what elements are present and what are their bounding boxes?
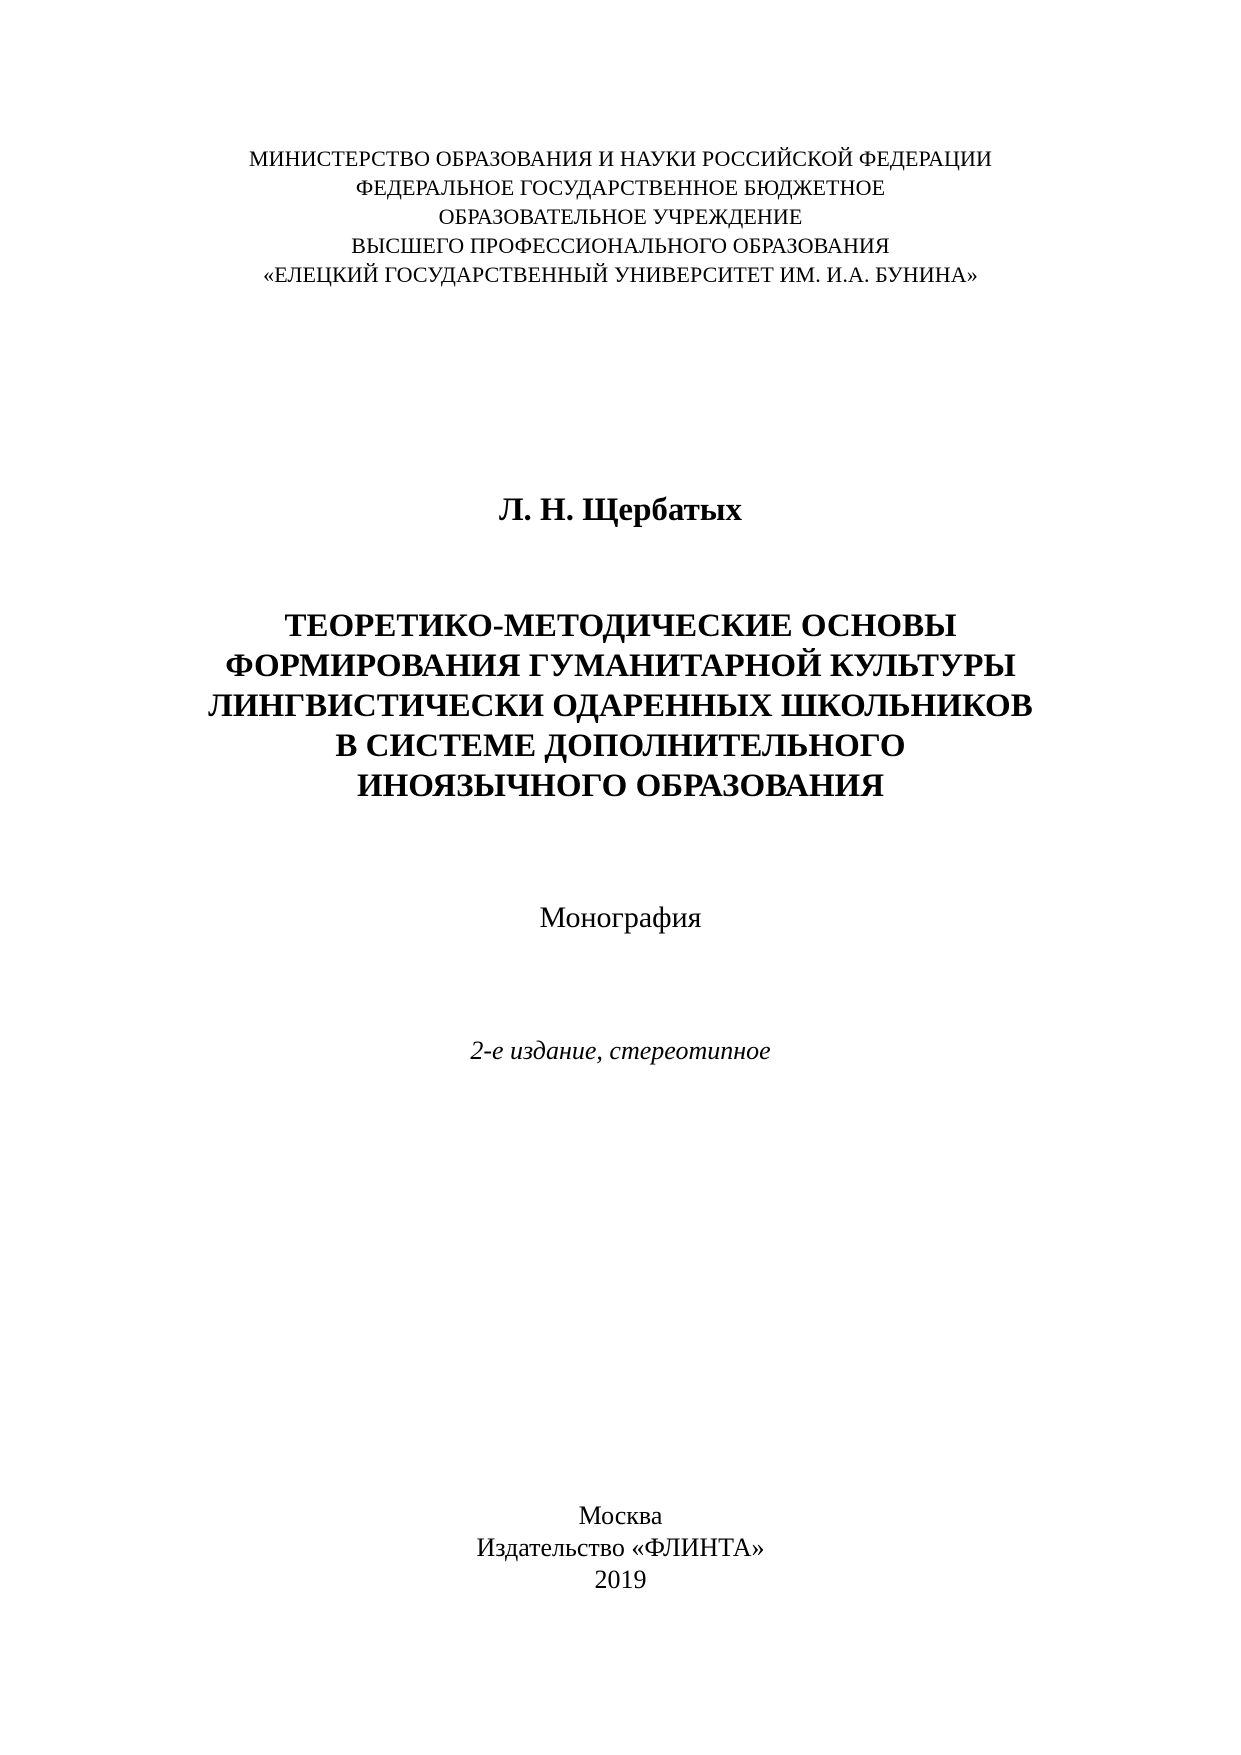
title-line-3: ЛИНГВИСТИЧЕСКИ ОДАРЕННЫХ ШКОЛЬНИКОВ (208, 688, 1033, 724)
header-line-4: ВЫСШЕГО ПРОФЕССИОНАЛЬНОГО ОБРАЗОВАНИЯ (351, 233, 890, 258)
title-line-1: ТЕОРЕТИКО-МЕТОДИЧЕСКИЕ ОСНОВЫ (284, 608, 957, 644)
title-line-5: ИНОЯЗЫЧНОГО ОБРАЗОВАНИЯ (356, 768, 885, 804)
header-line-5: «ЕЛЕЦКИЙ ГОСУДАРСТВЕННЫЙ УНИВЕРСИТЕТ ИМ. И.А. БУНИНА» (263, 262, 978, 287)
author-name: Л. Н. Щербатых (498, 492, 743, 528)
title-line-4: В СИСТЕМЕ ДОПОЛНИТЕЛЬНОГО (335, 728, 906, 764)
imprint-publisher: Издательство «ФЛИНТА» (476, 1533, 765, 1562)
edition-note: 2-е издание, стереотипное (470, 1036, 771, 1065)
book-title (0, 606, 1241, 806)
title-line-2: ФОРМИРОВАНИЯ ГУМАНИТАРНОЙ КУЛЬТУРЫ (225, 648, 1016, 684)
document-type: Монография (539, 901, 702, 934)
header-line-1: МИНИСТЕРСТВО ОБРАЗОВАНИЯ И НАУКИ РОССИЙСКОЙ ФЕДЕРАЦИИ (248, 146, 993, 171)
imprint (0, 1500, 1241, 1596)
imprint-city: Москва (578, 1501, 663, 1530)
institution-header (0, 144, 1241, 289)
header-line-3: ОБРАЗОВАТЕЛЬНОЕ УЧРЕЖДЕНИЕ (438, 204, 803, 229)
header-line-2: ФЕДЕРАЛЬНОЕ ГОСУДАРСТВЕННОЕ БЮДЖЕТНОЕ (355, 175, 886, 200)
imprint-year: 2019 (594, 1565, 647, 1594)
